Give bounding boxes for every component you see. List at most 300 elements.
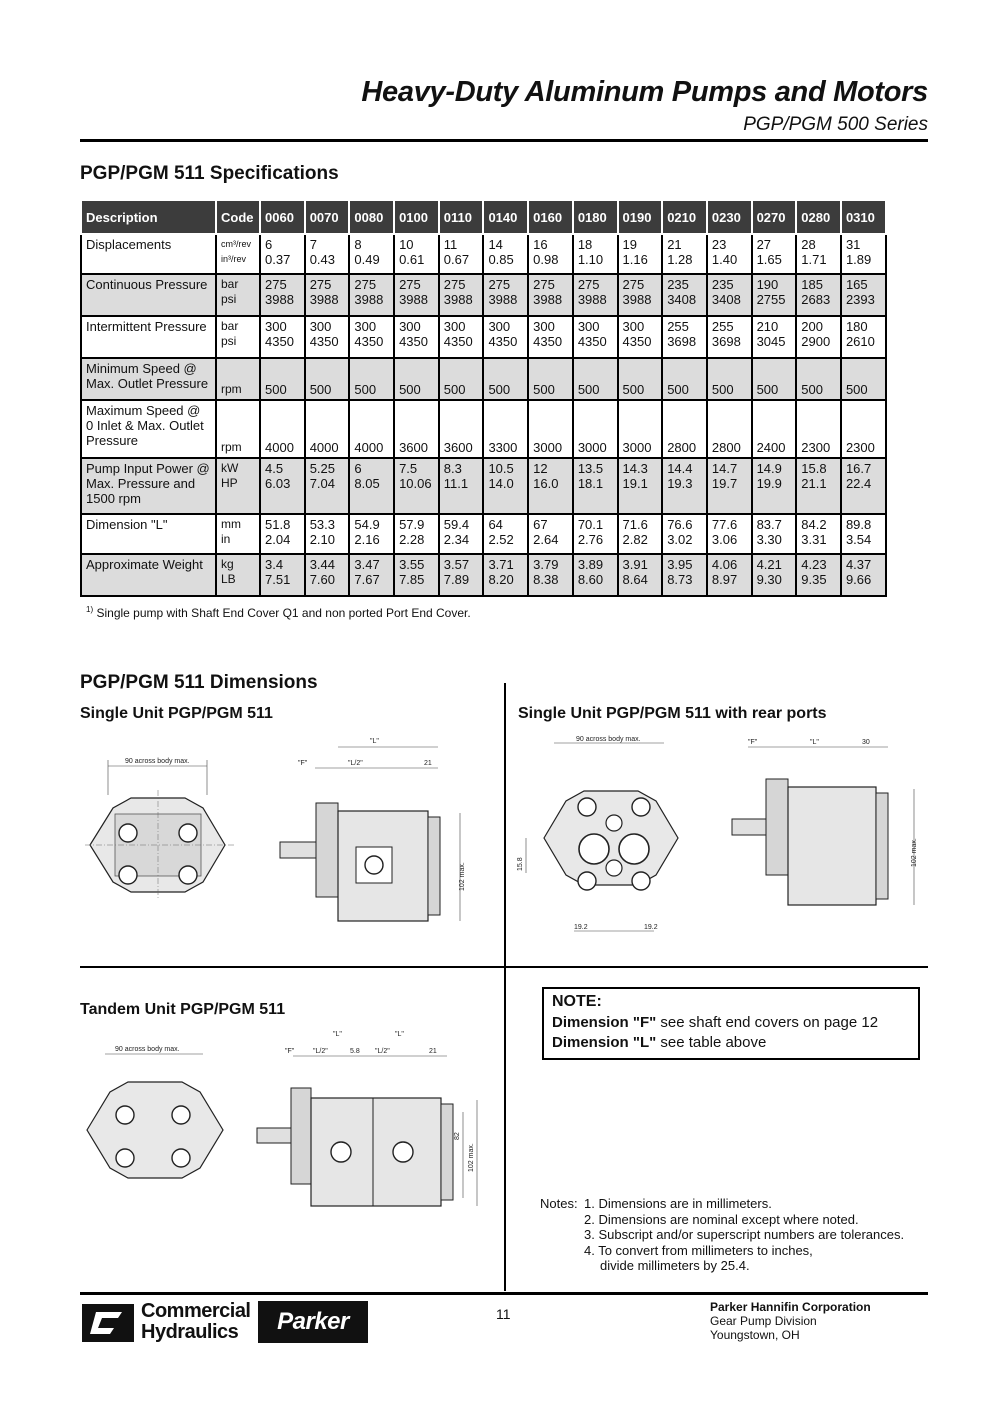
value-cell bbox=[483, 514, 528, 554]
header-rule bbox=[80, 139, 928, 142]
value-cell bbox=[618, 514, 663, 554]
rear-ports-title: Single Unit PGP/PGM 511 with rear ports bbox=[518, 705, 827, 722]
value: 2.76 bbox=[577, 532, 604, 547]
value: 18.1 bbox=[577, 476, 604, 491]
notes-list bbox=[540, 1196, 904, 1274]
value-cell bbox=[752, 554, 797, 596]
value-cell bbox=[796, 358, 841, 400]
row-description bbox=[81, 274, 216, 316]
description-line: Max. Outlet Pressure bbox=[86, 376, 209, 391]
value-cell bbox=[305, 358, 350, 400]
description-line: Intermittent Pressure bbox=[86, 319, 207, 334]
dim-l2: "L/2" bbox=[348, 760, 363, 767]
value-cell bbox=[618, 316, 663, 358]
value: 500 bbox=[577, 382, 600, 397]
header-cell: 0190 bbox=[618, 200, 663, 234]
value: 3045 bbox=[756, 334, 786, 349]
unit-label: bar bbox=[221, 319, 239, 333]
value: 500 bbox=[443, 382, 466, 397]
table-row bbox=[81, 316, 886, 358]
value-cell bbox=[394, 554, 439, 596]
brand-line2: Hydraulics bbox=[141, 1321, 239, 1343]
value: 200 bbox=[801, 319, 823, 334]
divider-left bbox=[80, 966, 504, 968]
value-cell bbox=[662, 458, 707, 514]
value-cell bbox=[662, 316, 707, 358]
dimensions-title: PGP/PGM 511 Dimensions bbox=[80, 672, 318, 693]
value: 500 bbox=[265, 382, 287, 397]
value-cell bbox=[707, 554, 752, 596]
description-line: Pump Input Power @ bbox=[86, 461, 210, 476]
value: 4.37 bbox=[845, 557, 872, 572]
unit-label: HP bbox=[221, 476, 238, 490]
value: 275 bbox=[622, 277, 645, 292]
value: 275 bbox=[309, 277, 332, 292]
header-cell: 0270 bbox=[752, 200, 797, 234]
value-cell bbox=[618, 400, 663, 458]
value: 4000 bbox=[265, 440, 294, 455]
value: 185 bbox=[801, 277, 823, 292]
brand-line1: Commercial bbox=[141, 1300, 251, 1322]
value: 300 bbox=[265, 319, 287, 334]
value: 1.16 bbox=[622, 252, 648, 267]
value: 3988 bbox=[309, 292, 339, 307]
value: 190 bbox=[756, 277, 779, 292]
value-cell bbox=[260, 514, 305, 554]
value: 3300 bbox=[488, 440, 518, 455]
value: 19.3 bbox=[667, 476, 693, 491]
table-row bbox=[81, 358, 886, 400]
value-cell bbox=[349, 316, 394, 358]
unit-cell bbox=[216, 514, 260, 554]
value: 83.7 bbox=[756, 517, 782, 532]
row-description bbox=[81, 316, 216, 358]
value-cell bbox=[305, 316, 350, 358]
value: 51.8 bbox=[265, 517, 291, 532]
specs-header-row bbox=[81, 200, 886, 234]
value-cell bbox=[394, 514, 439, 554]
brand-name bbox=[141, 1301, 251, 1343]
value: 14.0 bbox=[488, 476, 514, 491]
value: 0.98 bbox=[533, 252, 559, 267]
single-side-view bbox=[270, 733, 470, 933]
value-cell bbox=[662, 554, 707, 596]
dim-5-8: 5.8 bbox=[350, 1048, 360, 1055]
dim-f-rear: "F" bbox=[748, 739, 758, 746]
dim-l: "L" bbox=[370, 738, 379, 745]
note-item: divide millimeters by 25.4. bbox=[600, 1258, 750, 1273]
value: 3698 bbox=[711, 334, 741, 349]
value: 0.49 bbox=[354, 252, 380, 267]
unit-cell bbox=[216, 274, 260, 316]
header-cell: 0060 bbox=[260, 200, 305, 234]
value: 3.30 bbox=[756, 532, 782, 547]
dim-l-tandem-1: "L" bbox=[333, 1031, 342, 1038]
value: 1.10 bbox=[577, 252, 604, 267]
value-cell bbox=[796, 458, 841, 514]
value: 14 bbox=[488, 237, 503, 252]
value: 235 bbox=[711, 277, 734, 292]
value: 2300 bbox=[845, 440, 875, 455]
value: 3.71 bbox=[488, 557, 514, 572]
value-cell bbox=[573, 316, 618, 358]
company-city: Youngstown, OH bbox=[710, 1328, 800, 1342]
value: 2.10 bbox=[309, 532, 335, 547]
value-cell bbox=[483, 554, 528, 596]
value: 255 bbox=[667, 319, 689, 334]
unit-cell bbox=[216, 234, 260, 274]
value: 235 bbox=[667, 277, 689, 292]
page-subtitle: PGP/PGM 500 Series bbox=[743, 114, 928, 135]
value-cell bbox=[439, 274, 484, 316]
value: 275 bbox=[533, 277, 555, 292]
value-cell bbox=[752, 316, 797, 358]
header-cell: 0140 bbox=[483, 200, 528, 234]
dim-82: 82 bbox=[454, 1132, 461, 1140]
header-cell: 0100 bbox=[394, 200, 439, 234]
value-cell bbox=[573, 458, 618, 514]
value: 8.20 bbox=[488, 572, 514, 587]
value-cell bbox=[841, 400, 886, 458]
value-cell bbox=[394, 274, 439, 316]
value: 3.55 bbox=[399, 557, 425, 572]
value: 500 bbox=[399, 382, 421, 397]
tandem-unit-title: Tandem Unit PGP/PGM 511 bbox=[80, 1001, 286, 1018]
value-cell bbox=[528, 234, 573, 274]
divider-right bbox=[506, 966, 928, 968]
value: 1.28 bbox=[667, 252, 693, 267]
value: 89.8 bbox=[845, 517, 872, 532]
value: 4350 bbox=[354, 334, 384, 349]
value-cell bbox=[528, 316, 573, 358]
value: 275 bbox=[265, 277, 287, 292]
value-cell bbox=[662, 274, 707, 316]
value: 7.89 bbox=[443, 572, 470, 587]
dim-l-tandem-2: "L" bbox=[395, 1031, 404, 1038]
value-cell bbox=[305, 514, 350, 554]
value: 275 bbox=[399, 277, 421, 292]
unit-label: cm³/rev bbox=[221, 239, 251, 249]
value-cell bbox=[662, 234, 707, 274]
header-cell: 0110 bbox=[439, 200, 484, 234]
value: 14.9 bbox=[756, 461, 782, 476]
value-cell bbox=[260, 458, 305, 514]
description-line: Maximum Speed @ bbox=[86, 403, 201, 418]
dim-19-2-left: 19.2 bbox=[574, 924, 588, 931]
dim-30: 30 bbox=[862, 739, 870, 746]
dim-f-tandem: "F" bbox=[285, 1048, 295, 1055]
unit-label: LB bbox=[221, 572, 236, 586]
value: 6 bbox=[354, 461, 362, 476]
dim-f: "F" bbox=[298, 760, 308, 767]
value: 8.73 bbox=[667, 572, 693, 587]
note-f-text: see shaft end covers on page 12 bbox=[656, 1014, 879, 1031]
rear-side-view bbox=[728, 733, 928, 923]
value: 3.95 bbox=[667, 557, 693, 572]
value-cell bbox=[707, 274, 752, 316]
value: 8.60 bbox=[577, 572, 604, 587]
value: 18 bbox=[577, 237, 593, 252]
value-cell bbox=[796, 400, 841, 458]
unit-label: mm bbox=[221, 517, 241, 531]
value-cell bbox=[260, 316, 305, 358]
value: 9.66 bbox=[845, 572, 872, 587]
value: 4.23 bbox=[801, 557, 827, 572]
value: 54.9 bbox=[354, 517, 380, 532]
specs-title: PGP/PGM 511 Specifications bbox=[80, 163, 339, 184]
value-cell bbox=[349, 400, 394, 458]
value: 76.6 bbox=[667, 517, 693, 532]
dim-l2-tandem-2: "L/2" bbox=[375, 1048, 390, 1055]
value-cell bbox=[483, 358, 528, 400]
value: 8.38 bbox=[533, 572, 559, 587]
specs-table bbox=[80, 199, 887, 597]
value-cell bbox=[573, 358, 618, 400]
value: 4350 bbox=[265, 334, 294, 349]
value-cell bbox=[260, 554, 305, 596]
value-cell bbox=[573, 400, 618, 458]
value: 3988 bbox=[622, 292, 652, 307]
value: 4350 bbox=[399, 334, 428, 349]
dim-across-tandem: 90 across body max. bbox=[115, 1046, 180, 1053]
value-cell bbox=[305, 274, 350, 316]
value: 3600 bbox=[399, 440, 428, 455]
value-cell bbox=[841, 274, 886, 316]
value-cell bbox=[841, 358, 886, 400]
page-number: 11 bbox=[496, 1306, 511, 1322]
header-cell: Code bbox=[216, 200, 260, 234]
value: 3600 bbox=[443, 440, 473, 455]
value: 0.61 bbox=[399, 252, 425, 267]
value: 3.91 bbox=[622, 557, 648, 572]
value: 7.51 bbox=[265, 572, 291, 587]
value: 5.25 bbox=[309, 461, 335, 476]
value: 4.5 bbox=[265, 461, 284, 476]
dim-across-rear: 90 across body max. bbox=[576, 736, 641, 743]
value: 64 bbox=[488, 517, 503, 532]
value: 8.64 bbox=[622, 572, 648, 587]
row-description bbox=[81, 234, 216, 274]
table-row bbox=[81, 400, 886, 458]
value: 12 bbox=[533, 461, 548, 476]
unit-label: rpm bbox=[221, 382, 242, 396]
header-cell: 0230 bbox=[707, 200, 752, 234]
value-cell bbox=[618, 234, 663, 274]
page-title: Heavy-Duty Aluminum Pumps and Motors bbox=[361, 76, 928, 108]
value-cell bbox=[841, 316, 886, 358]
value: 3408 bbox=[711, 292, 741, 307]
tandem-side-view bbox=[255, 1028, 495, 1218]
value-cell bbox=[349, 358, 394, 400]
value: 275 bbox=[354, 277, 377, 292]
value: 0.85 bbox=[488, 252, 514, 267]
value-cell bbox=[707, 234, 752, 274]
value: 4.21 bbox=[756, 557, 782, 572]
dim-102-tandem: 102 max. bbox=[468, 1143, 475, 1172]
value-cell bbox=[483, 234, 528, 274]
value: 210 bbox=[756, 319, 779, 334]
value: 500 bbox=[756, 382, 779, 397]
table-row bbox=[81, 274, 886, 316]
value: 4350 bbox=[488, 334, 518, 349]
value-cell bbox=[305, 458, 350, 514]
value: 70.1 bbox=[577, 517, 604, 532]
value-cell bbox=[394, 400, 439, 458]
tandem-front-view bbox=[85, 1040, 245, 1210]
value-cell bbox=[528, 358, 573, 400]
value: 3.89 bbox=[577, 557, 604, 572]
dim-21-tandem: 21 bbox=[429, 1048, 437, 1055]
value: 16 bbox=[533, 237, 548, 252]
table-row bbox=[81, 458, 886, 514]
note-l-label: Dimension "L" bbox=[552, 1034, 657, 1051]
value: 8.05 bbox=[354, 476, 380, 491]
value-cell bbox=[662, 400, 707, 458]
description-line: Minimum Speed @ bbox=[86, 361, 197, 376]
description-line: Displacements bbox=[86, 237, 172, 252]
value: 19.1 bbox=[622, 476, 648, 491]
value-cell bbox=[528, 554, 573, 596]
value-cell bbox=[305, 234, 350, 274]
value-cell bbox=[662, 358, 707, 400]
value: 4350 bbox=[533, 334, 563, 349]
value: 1.65 bbox=[756, 252, 782, 267]
ch-logo-icon bbox=[82, 1304, 134, 1342]
value-cell bbox=[394, 316, 439, 358]
value: 7.5 bbox=[399, 461, 418, 476]
value: 3.79 bbox=[533, 557, 559, 572]
value: 4350 bbox=[309, 334, 339, 349]
dim-19-2-right: 19.2 bbox=[644, 924, 658, 931]
value-cell bbox=[707, 514, 752, 554]
value-cell bbox=[483, 400, 528, 458]
value-cell bbox=[752, 274, 797, 316]
description-line: Pressure bbox=[86, 433, 139, 448]
value: 2.04 bbox=[265, 532, 291, 547]
value-cell bbox=[796, 554, 841, 596]
header-cell: 0310 bbox=[841, 200, 886, 234]
value: 1.40 bbox=[711, 252, 738, 267]
value: 9.30 bbox=[756, 572, 782, 587]
value: 0.37 bbox=[265, 252, 291, 267]
value: 77.6 bbox=[711, 517, 738, 532]
company-division: Gear Pump Division bbox=[710, 1314, 817, 1328]
description-line: 0 Inlet & Max. Outlet bbox=[86, 418, 204, 433]
value-cell bbox=[618, 358, 663, 400]
value-cell bbox=[796, 234, 841, 274]
unit-label: in³/rev bbox=[221, 254, 247, 264]
value: 3.06 bbox=[711, 532, 738, 547]
description-line: Continuous Pressure bbox=[86, 277, 208, 292]
value: 300 bbox=[577, 319, 600, 334]
value: 500 bbox=[801, 382, 823, 397]
value: 3.54 bbox=[845, 532, 872, 547]
header-cell: 0080 bbox=[349, 200, 394, 234]
value: 3988 bbox=[399, 292, 428, 307]
footnote-text: Single pump with Shaft End Cover Q1 and non ported Port End Cover. bbox=[96, 606, 471, 620]
value-cell bbox=[752, 358, 797, 400]
value: 300 bbox=[309, 319, 332, 334]
company-info bbox=[710, 1300, 871, 1342]
value-cell bbox=[796, 514, 841, 554]
value: 3.47 bbox=[354, 557, 380, 572]
value: 300 bbox=[533, 319, 555, 334]
value: 300 bbox=[354, 319, 377, 334]
value-cell bbox=[528, 400, 573, 458]
row-description bbox=[81, 514, 216, 554]
value: 19 bbox=[622, 237, 637, 252]
dim-15-8: 15.8 bbox=[517, 857, 524, 871]
dim-21: 21 bbox=[424, 760, 432, 767]
value-cell bbox=[618, 554, 663, 596]
table-row bbox=[81, 514, 886, 554]
value-cell bbox=[752, 514, 797, 554]
unit-label: bar bbox=[221, 277, 239, 291]
dim-l-rear: "L" bbox=[810, 739, 819, 746]
unit-cell bbox=[216, 554, 260, 596]
value-cell bbox=[439, 400, 484, 458]
value: 4000 bbox=[354, 440, 384, 455]
value-cell bbox=[394, 458, 439, 514]
value: 8 bbox=[354, 237, 362, 252]
description-line: Dimension "L" bbox=[86, 517, 168, 532]
value: 2900 bbox=[801, 334, 831, 349]
value-cell bbox=[439, 358, 484, 400]
value-cell bbox=[573, 554, 618, 596]
value: 2800 bbox=[711, 440, 741, 455]
value: 3988 bbox=[533, 292, 563, 307]
header-cell: 0210 bbox=[662, 200, 707, 234]
value-cell bbox=[707, 358, 752, 400]
note-item: 2. Dimensions are nominal except where noted. bbox=[584, 1211, 859, 1227]
value: 2.34 bbox=[443, 532, 470, 547]
value: 3988 bbox=[265, 292, 294, 307]
value-cell bbox=[439, 316, 484, 358]
value: 14.4 bbox=[667, 461, 693, 476]
value: 180 bbox=[845, 319, 868, 334]
value-cell bbox=[841, 554, 886, 596]
unit-label: psi bbox=[221, 334, 237, 348]
value: 300 bbox=[443, 319, 466, 334]
value-cell bbox=[305, 400, 350, 458]
value: 500 bbox=[845, 382, 868, 397]
value: 7.85 bbox=[399, 572, 425, 587]
value: 6.03 bbox=[265, 476, 291, 491]
value-cell bbox=[618, 274, 663, 316]
value-cell bbox=[752, 458, 797, 514]
note-f-label: Dimension "F" bbox=[552, 1014, 657, 1031]
value-cell bbox=[752, 234, 797, 274]
value: 3.02 bbox=[667, 532, 693, 547]
footer-rule bbox=[80, 1292, 928, 1295]
value: 500 bbox=[667, 382, 689, 397]
value: 2.52 bbox=[488, 532, 514, 547]
value: 13.5 bbox=[577, 461, 604, 476]
value-cell bbox=[707, 316, 752, 358]
value: 4350 bbox=[443, 334, 473, 349]
value: 7 bbox=[309, 237, 317, 252]
unit-cell bbox=[216, 358, 260, 400]
value-cell bbox=[841, 234, 886, 274]
value: 3988 bbox=[488, 292, 518, 307]
value: 500 bbox=[309, 382, 332, 397]
value-cell bbox=[662, 514, 707, 554]
value: 1.71 bbox=[801, 252, 827, 267]
value-cell bbox=[260, 358, 305, 400]
value-cell bbox=[260, 400, 305, 458]
value-cell bbox=[573, 274, 618, 316]
value: 500 bbox=[533, 382, 555, 397]
